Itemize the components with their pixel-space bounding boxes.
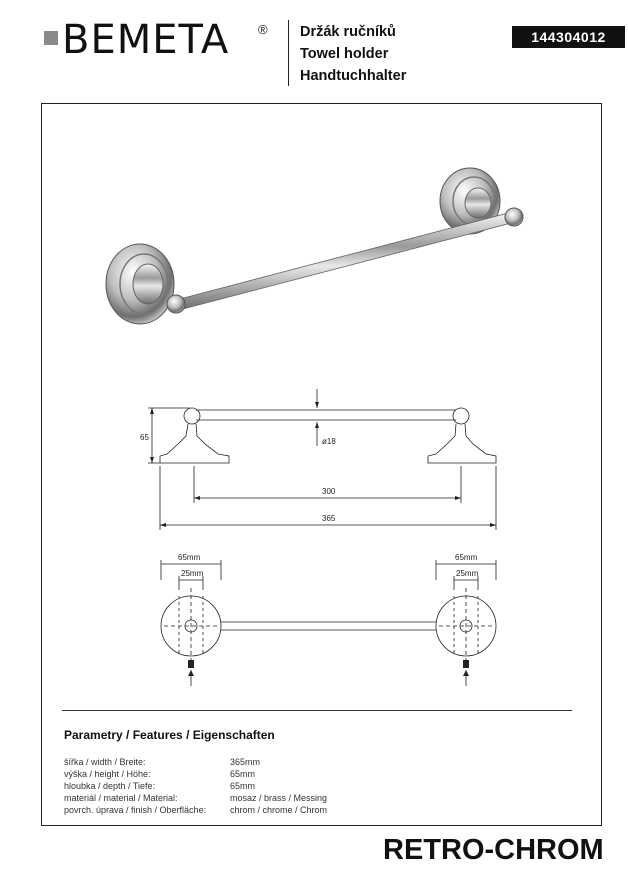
feature-label: šířka / width / Breite: [64, 757, 146, 767]
features-divider [62, 710, 572, 711]
brand-logo: BEMETA [62, 17, 230, 63]
feature-row-depth [64, 780, 327, 792]
right-inner-dimension-label: 25mm [456, 569, 479, 578]
features-heading: Parametry / Features / Eigenschaften [64, 728, 275, 742]
feature-value: 65mm [230, 769, 256, 779]
height-dimension-label: 65 [140, 433, 149, 442]
feature-value: chrom / chrome / Chrom [230, 805, 328, 815]
left-outer-dimension-label: 65mm [178, 553, 201, 562]
feature-row-height [64, 768, 327, 780]
product-illustration [106, 168, 523, 324]
outer-width-dimension-label: 365 [322, 514, 336, 523]
feature-value: 365mm [230, 757, 261, 767]
registered-mark: ® [258, 22, 268, 37]
feature-value: 65mm [230, 781, 256, 791]
feature-label: hloubka / depth / Tiefe: [64, 781, 156, 791]
feature-value: mosaz / brass / Messing [230, 793, 328, 803]
feature-label: výška / height / Höhe: [64, 769, 151, 779]
product-title-de: Handtuchhalter [300, 68, 407, 84]
front-view-drawing [161, 560, 496, 686]
diameter-dimension-label: ø18 [322, 437, 336, 446]
feature-label: materiál / material / Material: [64, 793, 178, 803]
feature-label: povrch. úprava / finish / Oberfläche: [64, 805, 207, 815]
product-title-cs: Držák ručníků [300, 24, 396, 40]
feature-row-width [64, 756, 327, 768]
inner-width-dimension-label: 300 [322, 487, 336, 496]
right-outer-dimension-label: 65mm [455, 553, 478, 562]
product-title-en: Towel holder [300, 46, 389, 62]
side-view-drawing [148, 389, 496, 530]
product-code-badge: 144304012 [512, 26, 625, 48]
feature-row-material [64, 792, 327, 804]
left-inner-dimension-label: 25mm [181, 569, 204, 578]
series-name: RETRO-CHROM [383, 834, 604, 866]
feature-row-finish [64, 804, 327, 816]
features-table [64, 756, 327, 816]
